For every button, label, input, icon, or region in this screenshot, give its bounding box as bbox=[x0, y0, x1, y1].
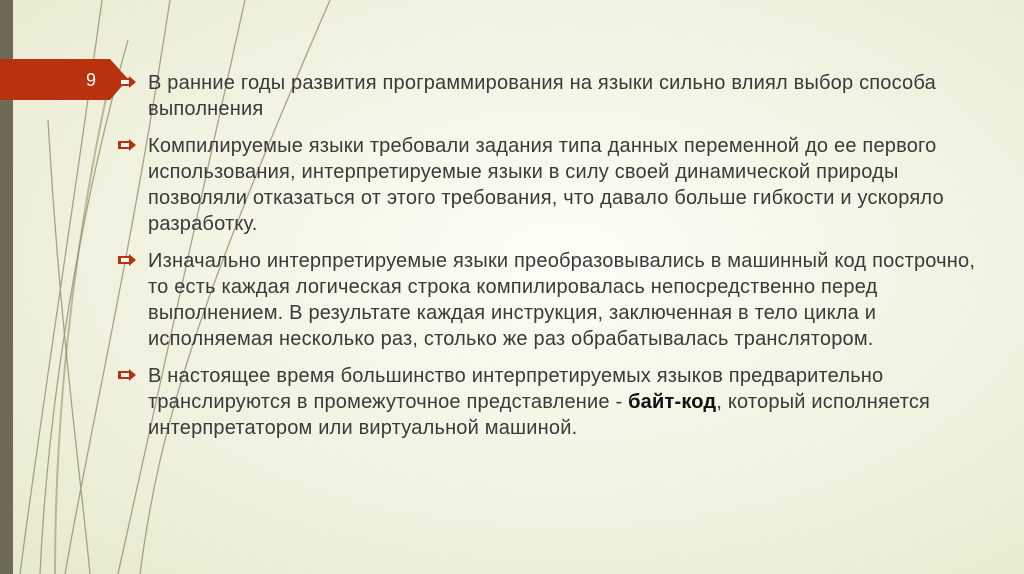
slide-content bbox=[118, 70, 978, 452]
bullet-text-before: В настоящее время большинство интерпретируемых языков предварительно транслируются в промежуточное представление - bbox=[148, 365, 884, 413]
bullet-item bbox=[118, 70, 978, 122]
bullet-item bbox=[118, 248, 978, 352]
slide-number-tab bbox=[0, 59, 128, 100]
arrow-bullet-icon bbox=[118, 76, 136, 88]
arrow-bullet-icon bbox=[118, 254, 136, 266]
bullet-bold-term: байт-код bbox=[628, 391, 717, 413]
bullet-text: Компилируемые языки требовали задания типа данных переменной до ее первого использования, интерпретируемые языки в силу своей динамической природы позволяли отказаться от этого требования, что давало больше гибкости и ускоряло разработку. bbox=[148, 135, 944, 235]
bullet-text: Изначально интерпретируемые языки преобразовывались в машинный код построчно, то есть каждая логическая строка компилировалась непосредственно перед выполнением. В результате каждая инструкция, заключенная в тело цикла и исполняемая несколько раз, столько же раз обрабатывалась транслятором. bbox=[148, 250, 976, 350]
bullet-item bbox=[118, 133, 978, 237]
arrow-bullet-icon bbox=[118, 139, 136, 151]
bullet-text: В ранние годы развития программирования на языки сильно влиял выбор способа выполнения bbox=[148, 72, 936, 120]
arrow-bullet-icon bbox=[118, 369, 136, 381]
bullet-text-after: , который исполняется интерпретатором или виртуальной машиной. bbox=[148, 391, 931, 439]
slide-number: 9 bbox=[86, 70, 97, 90]
bullet-item bbox=[118, 363, 978, 441]
